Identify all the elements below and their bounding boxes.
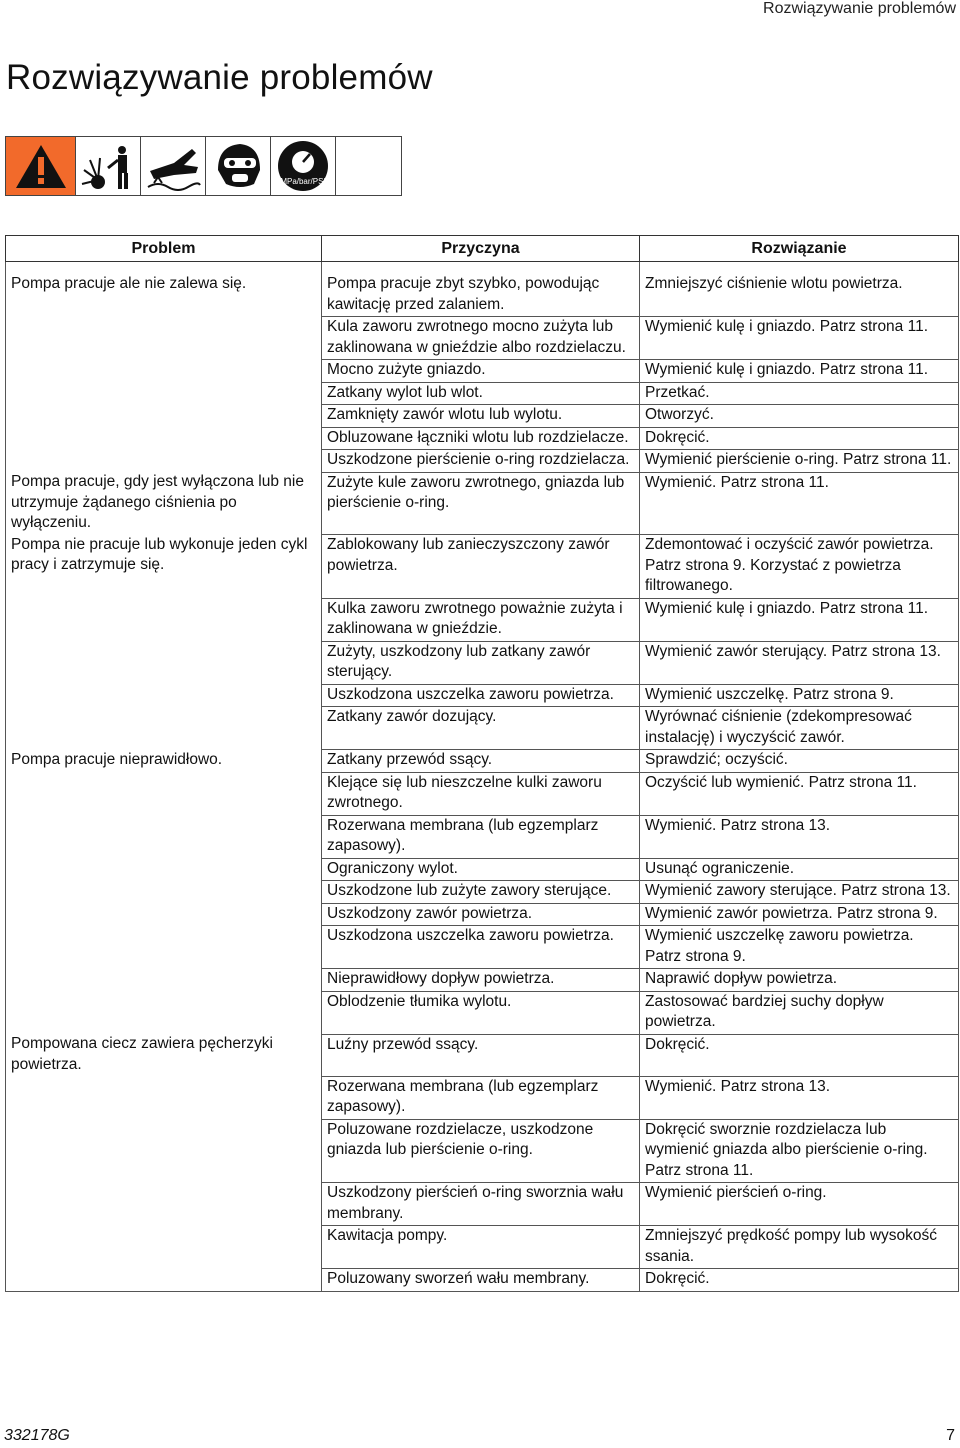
troubleshooting-table-body	[6, 262, 959, 1292]
solution-cell: Dokręcić.	[640, 427, 959, 450]
cause-cell: Pompa pracuje zbyt szybko, powodując kawitację przed zalaniem.	[322, 262, 640, 317]
table-row	[6, 1119, 959, 1183]
cause-cell: Kula zaworu zwrotnego mocno zużyta lub zaklinowana w gnieździe albo rozdzielaczu.	[322, 317, 640, 360]
table-row	[6, 317, 959, 360]
cause-cell: Zatkany przewód ssący.	[322, 750, 640, 773]
table-row	[6, 858, 959, 881]
cause-cell: Zablokowany lub zanieczyszczony zawór powietrza.	[322, 535, 640, 599]
solution-cell: Wymienić zawór powietrza. Patrz strona 9.	[640, 903, 959, 926]
cause-cell: Zużyte kule zaworu zwrotnego, gniazda lub pierścienie o-ring.	[322, 472, 640, 535]
troubleshooting-table	[5, 235, 959, 1292]
table-row	[6, 472, 959, 535]
table-row	[6, 707, 959, 750]
solution-cell: Sprawdzić; oczyścić.	[640, 750, 959, 773]
solution-cell: Dokręcić sworznie rozdzielacza lub wymienić gniazda albo pierścienie o-ring. Patrz strona 11.	[640, 1119, 959, 1183]
table-row	[6, 1269, 959, 1292]
solution-cell: Przetkać.	[640, 382, 959, 405]
hand-injury-icon	[141, 137, 206, 195]
solution-cell: Wymienić. Patrz strona 13.	[640, 815, 959, 858]
problem-cell	[6, 903, 322, 926]
problem-cell	[6, 881, 322, 904]
pressure-gauge-icon	[271, 137, 336, 195]
table-row	[6, 405, 959, 428]
solution-cell: Zmniejszyć prędkość pompy lub wysokość ssania.	[640, 1226, 959, 1269]
problem-cell	[6, 991, 322, 1034]
problem-cell: Pompa pracuje, gdy jest wyłączona lub nie utrzymuje żądanego ciśnienia po wyłączeniu.	[6, 472, 322, 535]
problem-cell	[6, 858, 322, 881]
table-row	[6, 450, 959, 473]
cause-cell: Zamknięty zawór wlotu lub wylotu.	[322, 405, 640, 428]
cause-cell: Zatkany zawór dozujący.	[322, 707, 640, 750]
cause-cell: Nieprawidłowy dopływ powietrza.	[322, 969, 640, 992]
solution-cell: Dokręcić.	[640, 1269, 959, 1292]
problem-cell	[6, 427, 322, 450]
table-row	[6, 772, 959, 815]
solution-cell: Zmniejszyć ciśnienie wlotu powietrza.	[640, 262, 959, 317]
cause-cell: Zużyty, uszkodzony lub zatkany zawór sterujący.	[322, 641, 640, 684]
header-problem: Problem	[6, 236, 322, 262]
empty-icon-slot	[336, 137, 401, 195]
cause-cell: Rozerwana membrana (lub egzemplarz zapasowy).	[322, 1076, 640, 1119]
warning-triangle-icon	[6, 137, 76, 195]
problem-cell	[6, 1269, 322, 1292]
header-cause: Przyczyna	[322, 236, 640, 262]
problem-cell	[6, 382, 322, 405]
hazard-icon-strip	[5, 136, 402, 196]
document-number: 332178G	[4, 1427, 70, 1444]
problem-cell: Pompa pracuje ale nie zalewa się.	[6, 262, 322, 317]
problem-cell	[6, 1183, 322, 1226]
table-row	[6, 1034, 959, 1076]
solution-cell: Wymienić zawór sterujący. Patrz strona 13.	[640, 641, 959, 684]
cause-cell: Uszkodzony pierścień o-ring sworznia wału membrany.	[322, 1183, 640, 1226]
solution-cell: Usunąć ograniczenie.	[640, 858, 959, 881]
running-header: Rozwiązywanie problemów	[763, 0, 956, 17]
solution-cell: Zdemontować i oczyścić zawór powietrza. Patrz strona 9. Korzystać z powietrza filtrowanego.	[640, 535, 959, 599]
page-title: Rozwiązywanie problemów	[6, 58, 433, 97]
gauge-label: MPa/bar/PSI	[280, 177, 326, 186]
cause-cell: Poluzowane rozdzielacze, uszkodzone gniazda lub pierścienie o-ring.	[322, 1119, 640, 1183]
cause-cell: Klejące się lub nieszczelne kulki zaworu zwrotnego.	[322, 772, 640, 815]
cause-cell: Uszkodzona uszczelka zaworu powietrza.	[322, 926, 640, 969]
problem-cell	[6, 360, 322, 383]
problem-cell	[6, 815, 322, 858]
solution-cell: Zastosować bardziej suchy dopływ powietrza.	[640, 991, 959, 1034]
table-row	[6, 926, 959, 969]
problem-cell	[6, 450, 322, 473]
table-row	[6, 360, 959, 383]
table-row	[6, 598, 959, 641]
table-row	[6, 1226, 959, 1269]
cause-cell: Obluzowane łączniki wlotu lub rozdzielacze.	[322, 427, 640, 450]
cause-cell: Uszkodzone pierścienie o-ring rozdzielacza.	[322, 450, 640, 473]
solution-cell: Dokręcić.	[640, 1034, 959, 1076]
cause-cell: Rozerwana membrana (lub egzemplarz zapasowy).	[322, 815, 640, 858]
solution-cell: Otworzyć.	[640, 405, 959, 428]
problem-cell	[6, 641, 322, 684]
problem-cell	[6, 707, 322, 750]
table-row	[6, 815, 959, 858]
problem-cell	[6, 1119, 322, 1183]
table-row	[6, 535, 959, 599]
problem-cell	[6, 926, 322, 969]
cause-cell: Uszkodzona uszczelka zaworu powietrza.	[322, 684, 640, 707]
table-row	[6, 684, 959, 707]
problem-cell	[6, 1076, 322, 1119]
fire-explosion-icon	[76, 137, 141, 195]
problem-cell: Pompa nie pracuje lub wykonuje jeden cykl pracy i zatrzymuje się.	[6, 535, 322, 599]
table-row	[6, 881, 959, 904]
problem-cell: Pompowana ciecz zawiera pęcherzyki powietrza.	[6, 1034, 322, 1076]
protective-equipment-icon	[206, 137, 271, 195]
cause-cell: Mocno zużyte gniazdo.	[322, 360, 640, 383]
table-row	[6, 1076, 959, 1119]
problem-cell: Pompa pracuje nieprawidłowo.	[6, 750, 322, 773]
solution-cell: Wymienić kulę i gniazdo. Patrz strona 11.	[640, 317, 959, 360]
table-row	[6, 382, 959, 405]
cause-cell: Ograniczony wylot.	[322, 858, 640, 881]
table-row	[6, 969, 959, 992]
solution-cell: Wyrównać ciśnienie (zdekompresować instalację) i wyczyścić zawór.	[640, 707, 959, 750]
page-number: 7	[946, 1427, 955, 1444]
cause-cell: Kulka zaworu zwrotnego poważnie zużyta i zaklinowana w gnieździe.	[322, 598, 640, 641]
table-row	[6, 262, 959, 317]
problem-cell	[6, 598, 322, 641]
solution-cell: Wymienić zawory sterujące. Patrz strona 13.	[640, 881, 959, 904]
cause-cell: Oblodzenie tłumika wylotu.	[322, 991, 640, 1034]
solution-cell: Wymienić kulę i gniazdo. Patrz strona 11.	[640, 360, 959, 383]
table-row	[6, 1183, 959, 1226]
table-row	[6, 903, 959, 926]
problem-cell	[6, 684, 322, 707]
solution-cell: Wymienić. Patrz strona 13.	[640, 1076, 959, 1119]
solution-cell: Naprawić dopływ powietrza.	[640, 969, 959, 992]
solution-cell: Wymienić pierścienie o-ring. Patrz strona 11.	[640, 450, 959, 473]
cause-cell: Uszkodzone lub zużyte zawory sterujące.	[322, 881, 640, 904]
solution-cell: Wymienić uszczelkę zaworu powietrza. Patrz strona 9.	[640, 926, 959, 969]
table-row	[6, 641, 959, 684]
table-row	[6, 427, 959, 450]
solution-cell: Oczyścić lub wymienić. Patrz strona 11.	[640, 772, 959, 815]
solution-cell: Wymienić. Patrz strona 11.	[640, 472, 959, 535]
solution-cell: Wymienić kulę i gniazdo. Patrz strona 11.	[640, 598, 959, 641]
solution-cell: Wymienić uszczelkę. Patrz strona 9.	[640, 684, 959, 707]
problem-cell	[6, 772, 322, 815]
cause-cell: Kawitacja pompy.	[322, 1226, 640, 1269]
cause-cell: Zatkany wylot lub wlot.	[322, 382, 640, 405]
problem-cell	[6, 1226, 322, 1269]
problem-cell	[6, 405, 322, 428]
table-header-row	[6, 236, 959, 262]
table-row	[6, 750, 959, 773]
cause-cell: Uszkodzony zawór powietrza.	[322, 903, 640, 926]
table-row	[6, 991, 959, 1034]
problem-cell	[6, 969, 322, 992]
header-solution: Rozwiązanie	[640, 236, 959, 262]
cause-cell: Luźny przewód ssący.	[322, 1034, 640, 1076]
problem-cell	[6, 317, 322, 360]
solution-cell: Wymienić pierścień o-ring.	[640, 1183, 959, 1226]
cause-cell: Poluzowany sworzeń wału membrany.	[322, 1269, 640, 1292]
